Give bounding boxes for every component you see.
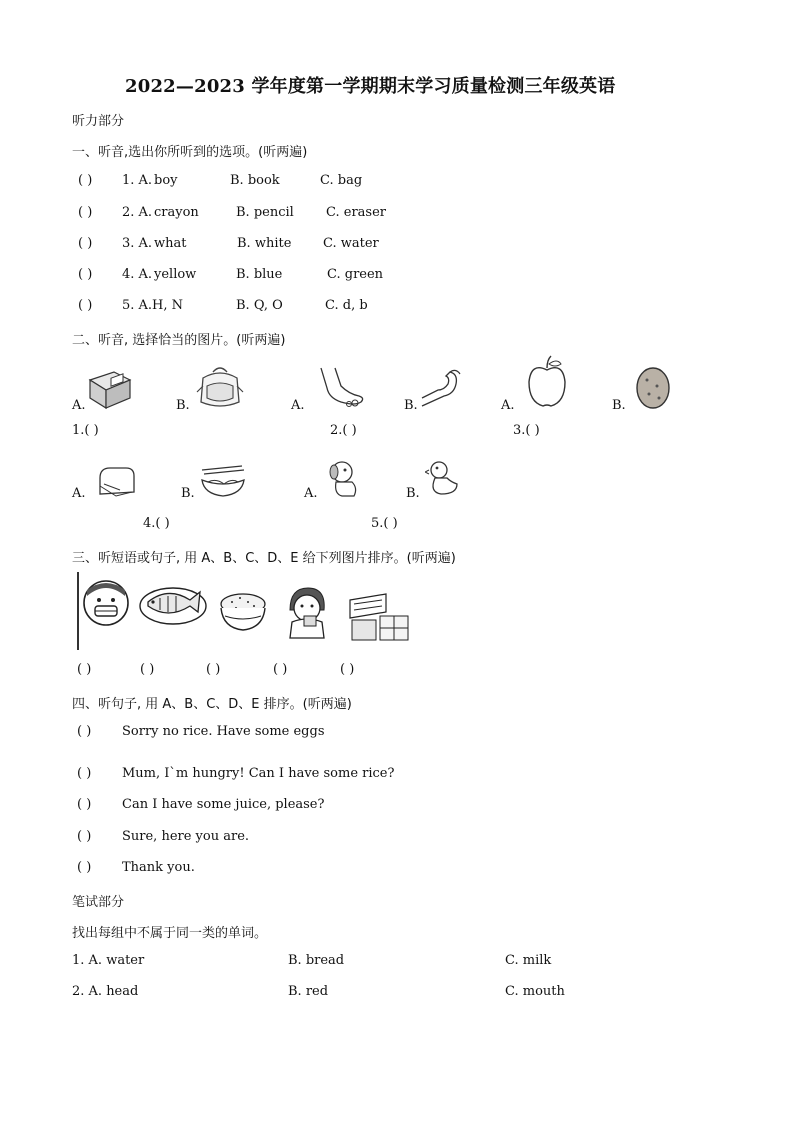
written-heading: 笔试部分 [72,895,125,910]
answer-bracket[interactable]: ( ) [77,662,92,677]
option-label: B. [406,486,420,501]
part3-heading: 三、听短语或句子, 用 A、B、C、D、E 给下列图片排序。(听两遍) [72,551,456,566]
sentence-text: Sorry no rice. Have some eggs [122,724,325,739]
option-a: what [154,236,187,251]
listening-heading: 听力部分 [72,114,125,129]
page-title: 2022—2023 学年度第一学期期末学习质量检测三年级英语 [125,76,616,97]
option-c: C. d, b [325,298,368,313]
option-label: A. [501,398,515,413]
option-b: B. white [237,236,292,251]
book-icon[interactable] [84,366,134,411]
option-a: yellow [154,267,197,282]
option-a: H, N [152,298,183,313]
gift-icon[interactable] [346,590,414,642]
option-a: crayon [154,205,199,220]
sentence-text: Thank you. [122,860,195,875]
option-a: 2. A. head [72,984,139,999]
option-label: B. [181,486,195,501]
question-number: 4. A. [122,267,153,282]
noodles-icon[interactable] [198,462,248,498]
answer-bracket[interactable]: 3.( ) [513,423,540,438]
answer-bracket[interactable]: ( ) [77,860,92,875]
sentence-text: Mum, I`m hungry! Can I have some rice? [122,766,395,781]
sentence-text: Can I have some juice, please? [122,797,325,812]
fish-icon[interactable] [138,578,208,628]
answer-bracket[interactable]: ( ) [273,662,288,677]
answer-bracket[interactable]: ( ) [78,173,93,188]
answer-bracket[interactable]: ( ) [340,662,355,677]
option-label: A. [72,398,86,413]
question-number: 1. A. [122,173,153,188]
option-c: C. water [323,236,379,251]
option-c: C. bag [320,173,363,188]
part5-heading: 找出每组中不属于同一类的单词。 [72,926,268,941]
option-a: 1. A. water [72,953,145,968]
apple-icon[interactable] [525,354,569,410]
option-c: C. eraser [326,205,386,220]
answer-bracket[interactable]: ( ) [78,267,93,282]
backpack-icon[interactable] [193,364,247,410]
answer-bracket[interactable]: ( ) [77,766,92,781]
question-number: 2. A. [122,205,153,220]
option-c: C. milk [505,953,552,968]
girl-drinking-icon[interactable] [282,584,332,640]
answer-bracket[interactable]: ( ) [78,236,93,251]
answer-bracket[interactable]: ( ) [140,662,155,677]
answer-bracket[interactable]: ( ) [206,662,221,677]
answer-bracket[interactable]: 1.( ) [72,423,99,438]
option-b: B. blue [236,267,283,282]
answer-bracket[interactable]: ( ) [77,797,92,812]
answer-bracket[interactable]: 5.( ) [371,516,398,531]
option-c: C. mouth [505,984,565,999]
option-label: B. [612,398,626,413]
option-label: B. [176,398,190,413]
answer-bracket[interactable]: ( ) [77,829,92,844]
option-a: boy [154,173,178,188]
option-b: B. pencil [236,205,294,220]
question-number: 3. A. [122,236,153,251]
duck-icon[interactable] [425,458,461,500]
rice-icon[interactable] [217,588,269,636]
dog-icon[interactable] [324,458,364,500]
option-b: B. Q, O [236,298,283,313]
part4-heading: 四、听句子, 用 A、B、C、D、E 排序。(听两遍) [72,697,352,712]
option-label: A. [72,486,86,501]
option-label: A. [304,486,318,501]
part1-heading: 一、听音,选出你所听到的选项。(听两遍) [72,145,308,160]
option-b: B. book [230,173,280,188]
answer-bracket[interactable]: ( ) [78,298,93,313]
option-label: A. [291,398,305,413]
face-icon[interactable] [81,578,131,628]
answer-bracket[interactable]: 4.( ) [143,516,170,531]
question-number: 5. A. [122,298,153,313]
option-b: B. red [288,984,329,999]
part2-heading: 二、听音, 选择恰当的图片。(听两遍) [72,333,286,348]
option-b: B. bread [288,953,345,968]
sentence-text: Sure, here you are. [122,829,250,844]
option-label: B. [404,398,418,413]
potato-icon[interactable] [633,366,673,410]
answer-bracket[interactable]: 2.( ) [330,423,357,438]
divider [77,572,79,650]
answer-bracket[interactable]: ( ) [78,205,93,220]
bread-icon[interactable] [96,464,138,498]
foot-icon[interactable] [315,366,367,410]
option-c: C. green [327,267,384,282]
arm-icon[interactable] [420,366,472,410]
answer-bracket[interactable]: ( ) [77,724,92,739]
